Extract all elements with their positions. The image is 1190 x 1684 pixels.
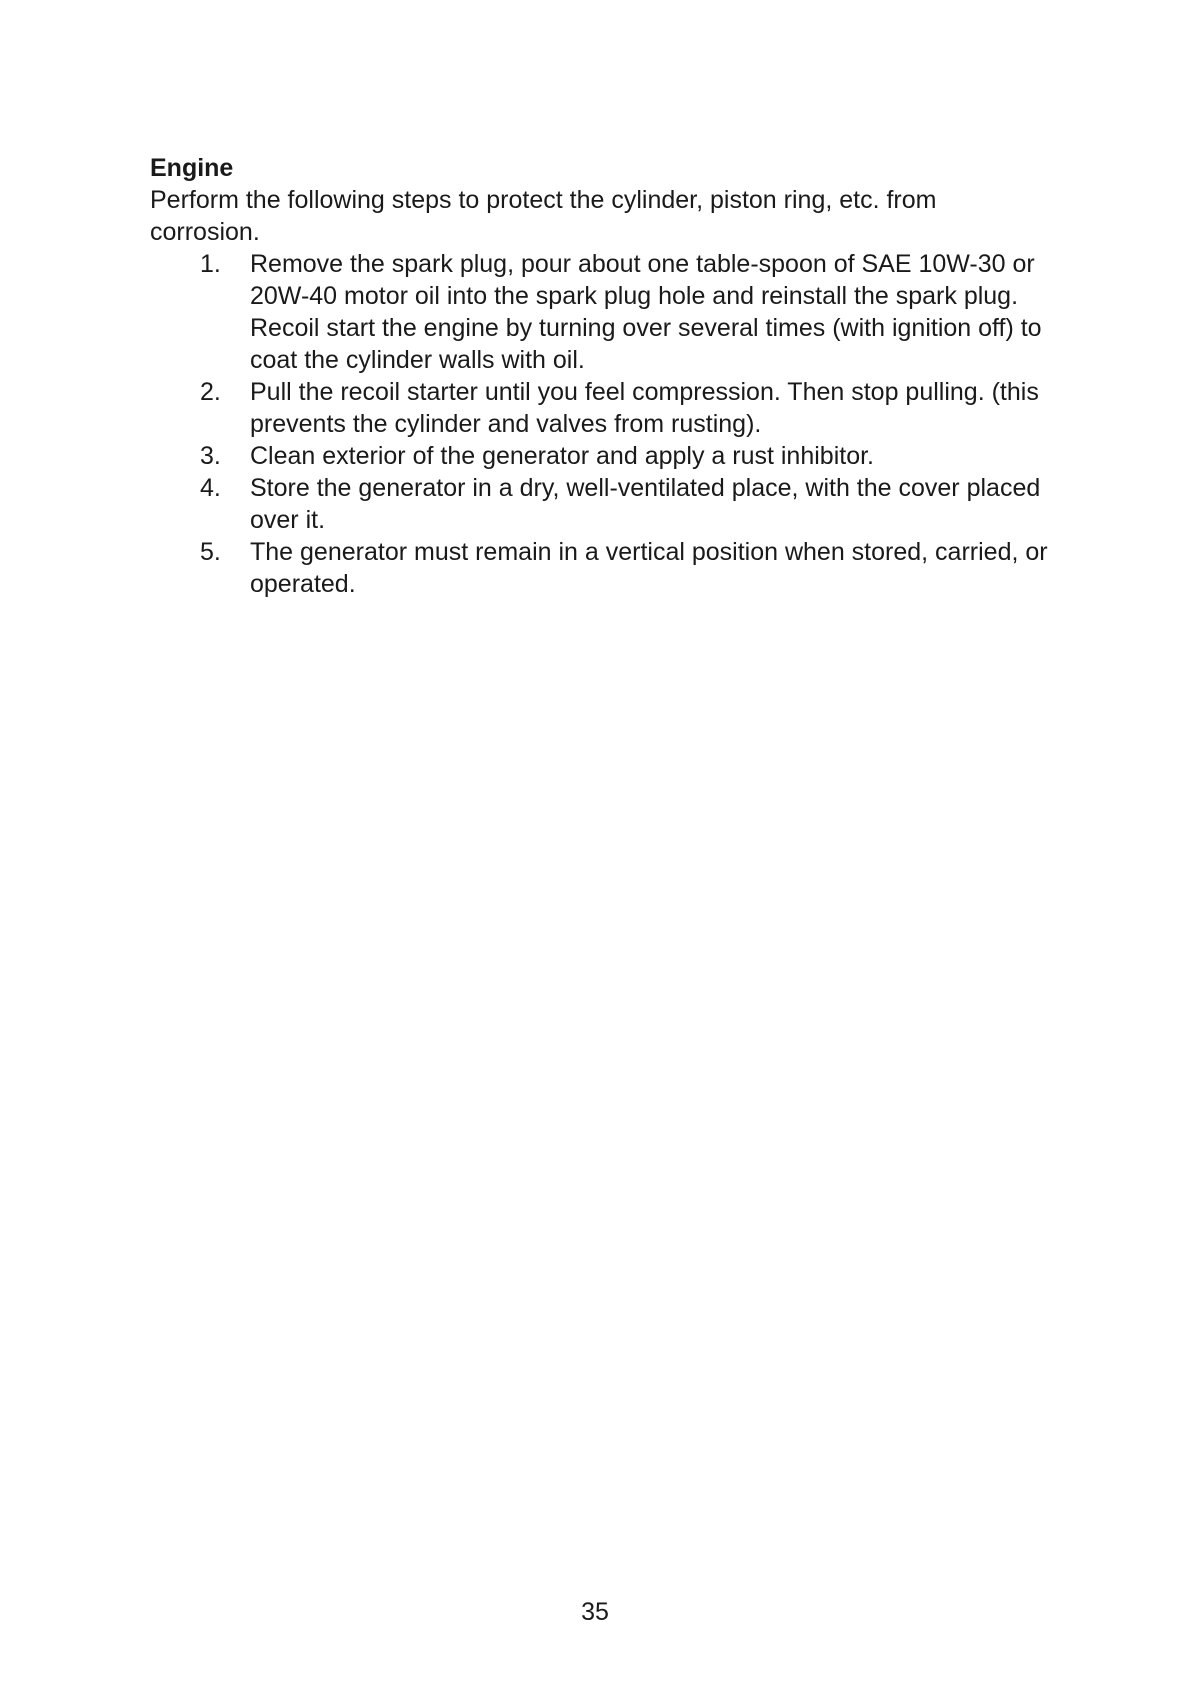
page-number: 35 — [581, 1598, 609, 1626]
step-text: Clean exterior of the generator and apply a rust inhibitor. — [250, 442, 874, 470]
step-text: Remove the spark plug, pour about one table-spoon of SAE 10W-30 or 20W-40 motor oil into the spark plug hole and reinstall the spark plug. Recoil start the engine by turning over several times (with ignition off) to coat the cylinder walls with oil. — [250, 250, 1042, 374]
list-item — [150, 440, 1050, 472]
steps-list — [150, 248, 1050, 600]
list-item — [150, 472, 1050, 536]
list-item — [150, 536, 1050, 600]
step-number: 4. — [200, 474, 221, 502]
step-number: 2. — [200, 378, 221, 406]
list-item — [150, 248, 1050, 376]
step-text: The generator must remain in a vertical position when stored, carried, or operated. — [250, 538, 1048, 598]
intro-paragraph: Perform the following steps to protect the cylinder, piston ring, etc. from corrosion. — [150, 186, 937, 246]
step-text: Store the generator in a dry, well-ventilated place, with the cover placed over it. — [250, 474, 1041, 534]
step-number: 5. — [200, 538, 221, 566]
step-text: Pull the recoil starter until you feel compression. Then stop pulling. (this prevents the cylinder and valves from rusting). — [250, 378, 1039, 438]
list-item — [150, 376, 1050, 440]
step-number: 3. — [200, 442, 221, 470]
document-body — [150, 152, 1050, 600]
step-number: 1. — [200, 250, 221, 278]
section-heading: Engine — [150, 154, 234, 182]
